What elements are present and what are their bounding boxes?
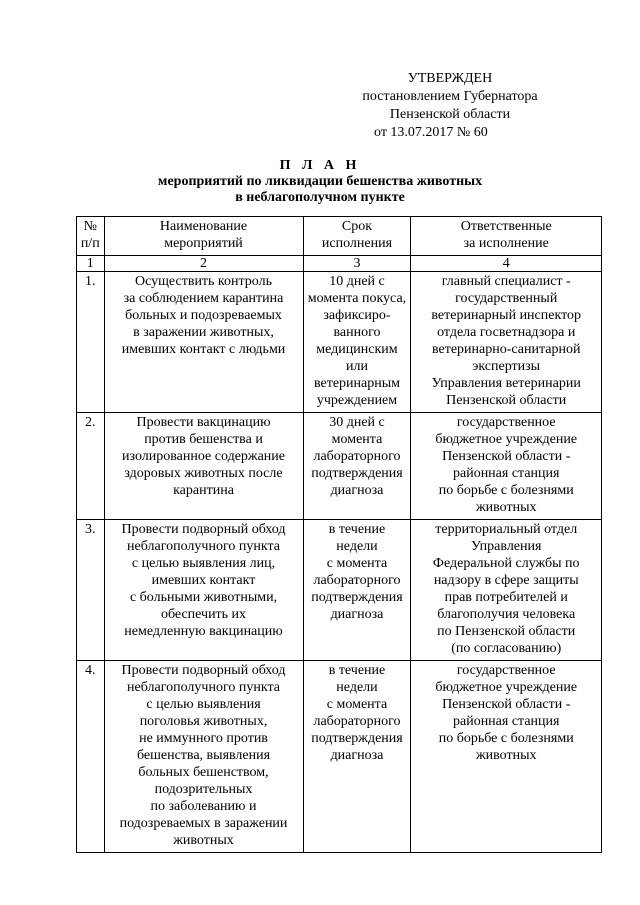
table-header-row bbox=[77, 217, 602, 256]
deadline-cell: в течение недели с момента лабораторного подтверждения диагноза bbox=[303, 520, 411, 661]
header-measures: Наименование мероприятий bbox=[104, 217, 303, 256]
table-row bbox=[77, 520, 602, 661]
row-number: 3. bbox=[77, 520, 105, 661]
plan-heading: П Л А Н bbox=[279, 158, 361, 173]
row-number: 2. bbox=[77, 413, 105, 520]
header-deadline: Срок исполнения bbox=[303, 217, 411, 256]
deadline-cell: в течение недели с момента лабораторного подтверждения диагноза bbox=[303, 661, 411, 853]
responsible-cell: государственное бюджетное учреждение Пензенской области - районная станция по борьбе с болезнями животных bbox=[411, 661, 602, 853]
measure-cell: Провести подворный обход неблагополучного пункта с целью выявления лиц, имевших контакт с больными животными, обеспечить их немедленную вакцинацию bbox=[104, 520, 303, 661]
row-number: 1. bbox=[77, 272, 105, 413]
approval-block bbox=[340, 70, 560, 142]
column-number: 4 bbox=[411, 256, 602, 272]
column-number: 1 bbox=[77, 256, 105, 272]
header-responsible: Ответственные за исполнение bbox=[411, 217, 602, 256]
table-row bbox=[77, 272, 602, 413]
responsible-cell: территориальный отдел Управления Федеральной службы по надзору в сфере защиты прав потребителей и благополучия человека по Пензенской области (по согласованию) bbox=[411, 520, 602, 661]
responsible-cell: главный специалист - государственный ветеринарный инспектор отдела госветнадзора и ветеринарно-санитарной экспертизы Управления ветеринарии Пензенской области bbox=[411, 272, 602, 413]
row-number: 4. bbox=[77, 661, 105, 853]
plan-subtitle-line1: мероприятий по ликвидации бешенства животных bbox=[157, 174, 483, 189]
deadline-cell: 10 дней с момента покуса, зафиксиро- ванного медицинским или ветеринарным учреждением bbox=[303, 272, 411, 413]
column-number: 2 bbox=[104, 256, 303, 272]
deadline-cell: 30 дней с момента лабораторного подтверждения диагноза bbox=[303, 413, 411, 520]
table-row bbox=[77, 413, 602, 520]
approval-status: УТВЕРЖДЕН bbox=[407, 71, 493, 86]
column-number: 3 bbox=[303, 256, 411, 272]
measure-cell: Провести вакцинацию против бешенства и изолированное содержание здоровых животных после карантина bbox=[104, 413, 303, 520]
header-number: № п/п bbox=[77, 217, 105, 256]
document-title bbox=[0, 158, 640, 206]
approval-date: от 13.07.2017 № 60 bbox=[374, 125, 488, 140]
plan-subtitle-line2: в неблагополучном пункте bbox=[235, 190, 405, 205]
responsible-cell: государственное бюджетное учреждение Пензенской области - районная станция по борьбе с болезнями животных bbox=[411, 413, 602, 520]
column-number-row bbox=[77, 256, 602, 272]
measure-cell: Осуществить контроль за соблюдением карантина больных и подозреваемых в заражении животных, имевших контакт с людьми bbox=[104, 272, 303, 413]
approval-by: постановлением Губернатора bbox=[362, 89, 538, 104]
measure-cell: Провести подворный обход неблагополучного пункта с целью выявления поголовья животных, не иммунного против бешенства, выявления больных бешенством, подозрительных по заболеванию и подозреваемых в заражении животных bbox=[104, 661, 303, 853]
measures-table bbox=[76, 216, 602, 853]
table-row bbox=[77, 661, 602, 853]
approval-region: Пензенской области bbox=[389, 107, 511, 122]
